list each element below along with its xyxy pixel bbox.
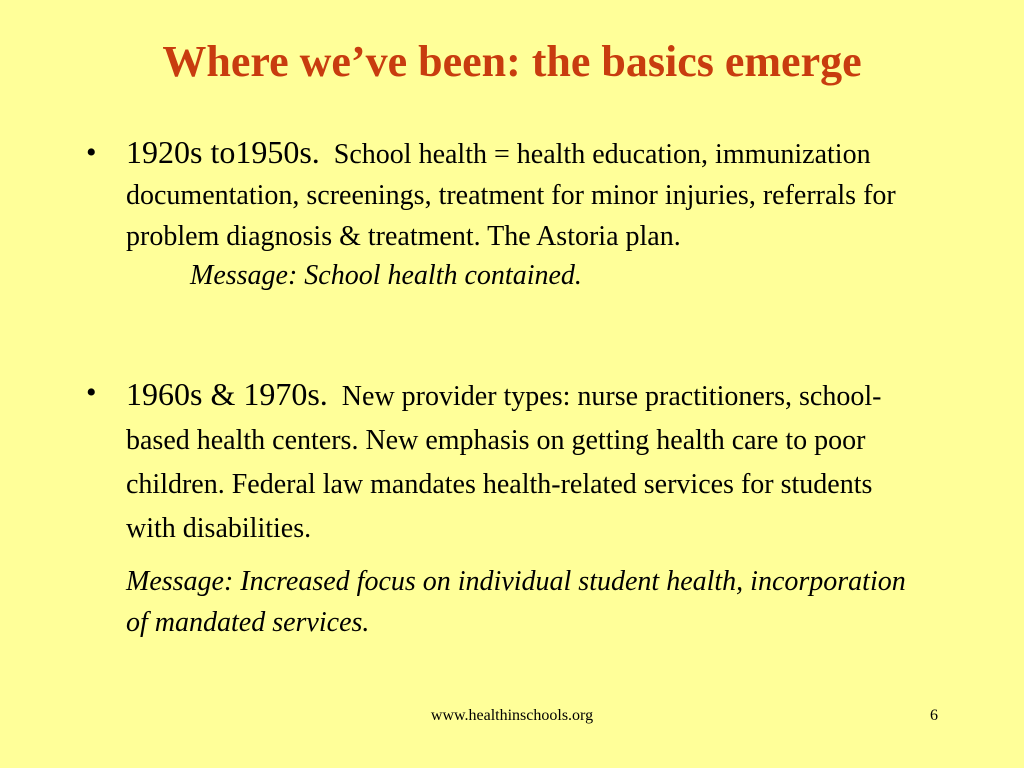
page-number: 6 [930,707,938,724]
bullet-body [126,372,926,643]
bullet-body [126,132,926,296]
bullet-text: School health = health education, immunization documentation, screenings, treatment for minor injuries, referrals for problem diagnosis & treatment. The Astoria plan. [126,139,896,252]
footer-url: www.healthinschools.org [430,707,594,724]
bullet-marker: • [86,376,97,409]
bullet-item-1920s [86,132,926,296]
bullet-lead: 1920s to1950s. [126,134,320,170]
bullet-lead: 1960s & 1970s. [126,376,328,412]
bullet-marker: • [86,136,97,169]
bullet-message: Message: Increased focus on individual student health, incorporation of mandated services. [126,566,906,638]
bullet-message: Message: School health contained. [190,260,582,291]
slide-title: Where we’ve been: the basics emerge [162,37,862,86]
bullet-text: New provider types: nurse practitioners, school-based health centers. New emphasis on getting health care to poor children. Federal law mandates health-related services for students with disabilities. [126,381,882,544]
bullet-item-1960s [86,372,926,643]
